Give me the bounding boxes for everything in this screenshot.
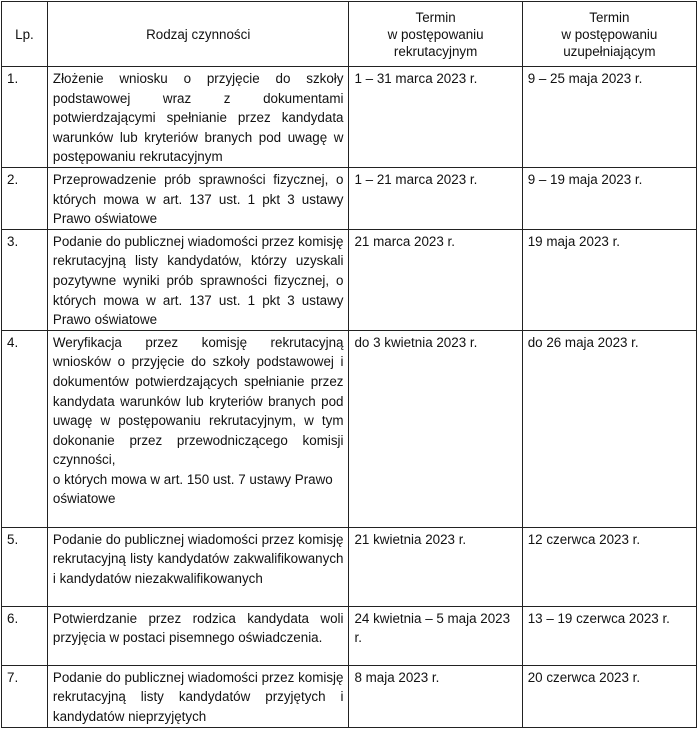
recruitment-schedule-table bbox=[1, 1, 697, 728]
row-recruitment-date: 1 – 31 marca 2023 r. bbox=[349, 67, 522, 168]
table-row bbox=[2, 330, 697, 527]
table-row bbox=[2, 229, 697, 330]
row-supplementary-date: 9 – 25 maja 2023 r. bbox=[522, 67, 696, 168]
row-number: 6. bbox=[2, 606, 48, 665]
row-recruitment-date: 8 maja 2023 r. bbox=[349, 665, 522, 727]
row-activity: Złożenie wniosku o przyjęcie do szkoły podstawowej wraz z dokumentami potwierdzającymi spełnianie przez kandydata warunków lub kryteriów branych pod uwagę w postępowaniu rekrutacyjnym bbox=[47, 67, 349, 168]
row-number: 4. bbox=[2, 330, 48, 527]
header-term-supplementary-line1: Termin bbox=[589, 9, 630, 25]
table-header-row bbox=[2, 2, 697, 67]
row-recruitment-date: 24 kwietnia – 5 maja 2023 r. bbox=[349, 606, 522, 665]
row-recruitment-date: 1 – 21 marca 2023 r. bbox=[349, 167, 522, 229]
row-activity: Podanie do publicznej wiadomości przez komisję rekrutacyjną listy kandydatów zakwalifikowanych i kandydatów niezakwalifikowanych bbox=[47, 527, 349, 606]
row-number: 7. bbox=[2, 665, 48, 727]
row-activity-text: Weryfikacja przez komisję rekrutacyjną wniosków o przyjęcie do szkoły podstawowej i dokumentów potwierdzających spełnianie przez kandydata warunków lub kryteriów branych pod uwagę w postępowaniu rekrutacyjnym, w tym dokonanie przez przewodniczącego komisji czynności, bbox=[52, 334, 344, 468]
row-activity: Podanie do publicznej wiadomości przez komisję rekrutacyjną listy kandydatów, którzy uzyskali pozytywne wyniki prób sprawności fizycznej, o których mowa w art. 137 ust. 1 pkt 3 ustawy Prawo oświatowe bbox=[47, 229, 349, 330]
table-row bbox=[2, 606, 697, 665]
row-number: 5. bbox=[2, 527, 48, 606]
row-activity: Przeprowadzenie prób sprawności fizycznej, o których mowa w art. 137 ust. 1 pkt 3 ustawy Prawo oświatowe bbox=[47, 167, 349, 229]
row-recruitment-date: do 3 kwietnia 2023 r. bbox=[349, 330, 522, 527]
table-row bbox=[2, 67, 697, 168]
row-number: 1. bbox=[2, 67, 48, 168]
header-lp: Lp. bbox=[2, 2, 48, 67]
table-row bbox=[2, 665, 697, 727]
row-number: 2. bbox=[2, 167, 48, 229]
row-recruitment-date: 21 kwietnia 2023 r. bbox=[349, 527, 522, 606]
header-term-supplementary-line2: w postępowaniu bbox=[561, 26, 658, 42]
header-term-supplementary bbox=[522, 2, 696, 67]
row-supplementary-date: 12 czerwca 2023 r. bbox=[522, 527, 696, 606]
row-activity: Potwierdzanie przez rodzica kandydata woli przyjęcia w postaci pisemnego oświadczenia. bbox=[47, 606, 349, 665]
row-activity: Podanie do publicznej wiadomości przez komisję rekrutacyjną listy kandydatów przyjętych i kandydatów nieprzyjętych bbox=[47, 665, 349, 727]
header-activity: Rodzaj czynności bbox=[47, 2, 349, 67]
row-supplementary-date: 19 maja 2023 r. bbox=[522, 229, 696, 330]
row-recruitment-date: 21 marca 2023 r. bbox=[349, 229, 522, 330]
header-term-recruitment-line1: Termin bbox=[415, 9, 456, 25]
header-term-recruitment-line2: w postępowaniu bbox=[387, 26, 484, 42]
row-supplementary-date: do 26 maja 2023 r. bbox=[522, 330, 696, 527]
row-supplementary-date: 9 – 19 maja 2023 r. bbox=[522, 167, 696, 229]
row-number: 3. bbox=[2, 229, 48, 330]
row-activity bbox=[47, 330, 349, 527]
row-supplementary-date: 13 – 19 czerwca 2023 r. bbox=[522, 606, 696, 665]
table-row bbox=[2, 167, 697, 229]
row-activity-tail: o których mowa w art. 150 ust. 7 ustawy Prawo oświatowe bbox=[52, 471, 333, 507]
header-term-recruitment bbox=[349, 2, 522, 67]
row-supplementary-date: 20 czerwca 2023 r. bbox=[522, 665, 696, 727]
header-term-supplementary-line3: uzupełniającym bbox=[563, 43, 656, 59]
header-term-recruitment-line3: rekrutacyjnym bbox=[393, 43, 478, 59]
table-row bbox=[2, 527, 697, 606]
